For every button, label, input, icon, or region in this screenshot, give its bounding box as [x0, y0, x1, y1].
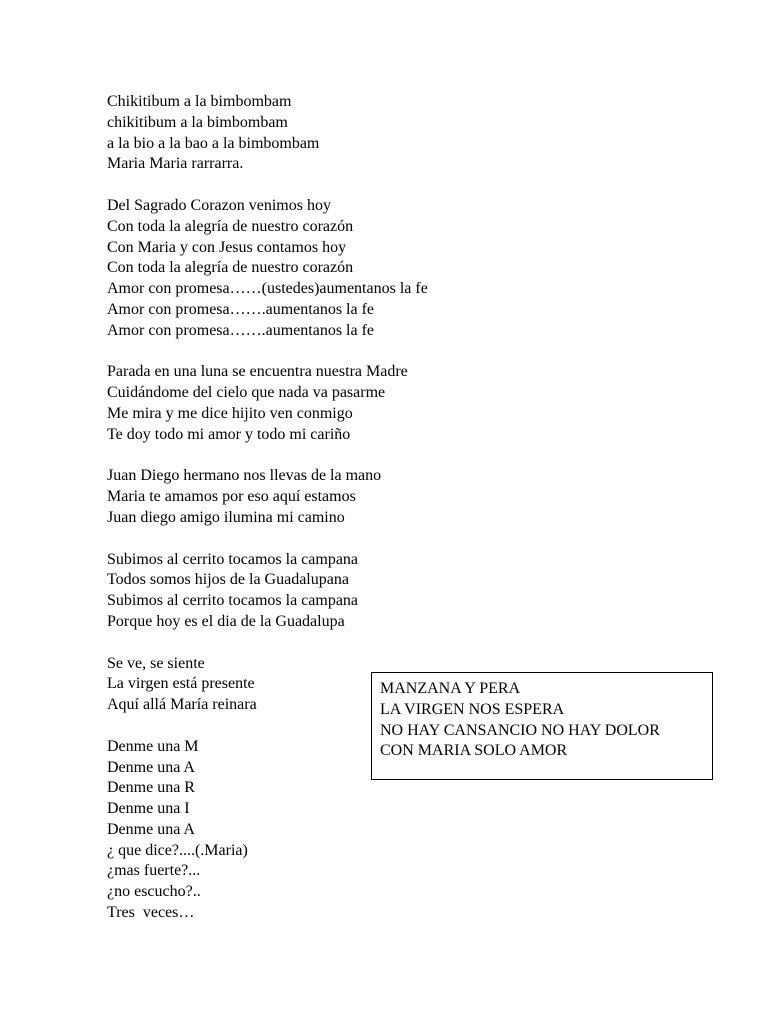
lyric-line: Denme una M: [107, 737, 199, 755]
chorus-line: MANZANA Y PERA: [380, 680, 521, 697]
lyric-line: Parada en una luna se encuentra nuestra Madre: [107, 363, 408, 381]
lyric-line: Denme una R: [107, 779, 195, 797]
stanza-3: [107, 362, 527, 445]
lyric-line: a la bio a la bao a la bimbombam: [107, 134, 320, 152]
lyric-line: Con toda la alegría de nuestro corazón: [107, 217, 354, 235]
lyric-line: Amor con promesa…….aumentanos la fe: [107, 321, 375, 339]
lyric-line: Con toda la alegría de nuestro corazón: [107, 259, 354, 277]
chorus-line: NO HAY CANSANCIO NO HAY DOLOR: [380, 721, 660, 739]
lyric-line: ¿ que dice?....(.Maria): [107, 841, 248, 859]
stanza-5: [107, 550, 527, 633]
lyrics-body: [107, 92, 527, 945]
lyric-line: chikitibum a la bimbombam: [107, 113, 288, 131]
lyric-line: Denme una A: [107, 758, 195, 776]
lyric-line: Con Maria y con Jesus contamos hoy: [107, 238, 347, 256]
lyric-line: Porque hoy es el dia de la Guadalupa: [107, 612, 345, 630]
lyric-line: Amor con promesa……(ustedes)aumentanos la fe: [107, 280, 428, 298]
lyric-line: Juan Diego hermano nos llevas de la mano: [107, 467, 382, 485]
lyric-line: Tres veces…: [107, 904, 195, 922]
lyric-line: Maria te amamos por eso aquí estamos: [107, 488, 356, 506]
stanza-4: [107, 466, 527, 528]
lyric-line: Subimos al cerrito tocamos la campana: [107, 592, 359, 610]
lyric-line: Juan diego amigo ilumina mi camino: [107, 508, 345, 526]
lyric-line: Cuidándome del cielo que nada va pasarme: [107, 384, 386, 402]
lyric-line: Me mira y me dice hijito ven conmigo: [107, 404, 353, 422]
lyric-line: ¿mas fuerte?...: [107, 862, 201, 880]
chorus-line: LA VIRGEN NOS ESPERA: [380, 700, 565, 718]
lyric-line: Denme una I: [107, 800, 190, 818]
lyric-line: Te doy todo mi amor y todo mi cariño: [107, 425, 351, 443]
chorus-box: [371, 672, 713, 780]
lyric-line: La virgen está presente: [107, 675, 255, 693]
chorus-line: CON MARIA SOLO AMOR: [380, 742, 568, 760]
stanza-1: [107, 92, 527, 175]
stanza-2: [107, 196, 527, 342]
lyric-line: Todos somos hijos de la Guadalupana: [107, 571, 349, 589]
lyric-line: Se ve, se siente: [107, 654, 205, 672]
lyric-line: Amor con promesa…….aumentanos la fe: [107, 300, 375, 318]
lyric-line: Denme una A: [107, 820, 195, 838]
lyric-line: Chikitibum a la bimbombam: [107, 93, 292, 110]
lyric-line: Aquí allá María reinara: [107, 696, 257, 714]
lyric-line: Maria Maria rarrarra.: [107, 155, 244, 173]
lyric-line: Del Sagrado Corazon venimos hoy: [107, 196, 331, 214]
lyric-line: ¿no escucho?..: [107, 883, 201, 901]
lyric-line: Subimos al cerrito tocamos la campana: [107, 550, 359, 568]
